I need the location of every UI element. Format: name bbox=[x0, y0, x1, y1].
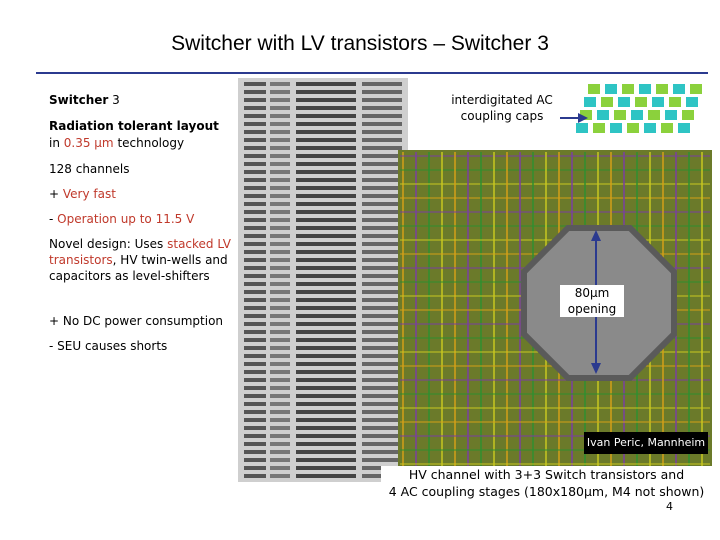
fast-line: + Very fast bbox=[49, 187, 116, 201]
capacitor-illustration bbox=[576, 80, 710, 140]
rad-tolerant-bold: Radiation tolerant layout bbox=[49, 119, 219, 133]
no-dc-line: + No DC power consumption bbox=[49, 314, 224, 328]
novel-design-text: Novel design: Uses stacked LV transistors, HV twin-wells and capacitors as level-shifters bbox=[49, 237, 231, 283]
caps-label: interdigitated AC coupling caps bbox=[446, 92, 558, 124]
credit-label: Ivan Peric, Mannheim bbox=[584, 432, 708, 454]
title-underline bbox=[36, 72, 708, 74]
figure-caption: HV channel with 3+3 Switch transistors and 4 AC coupling stages (180x180μm, M4 not shown) bbox=[381, 466, 712, 500]
technology-line: in 0.35 μm technology bbox=[49, 136, 185, 150]
page-number: 4 bbox=[666, 500, 673, 513]
slide-title: Switcher with LV transistors – Switcher 3 bbox=[171, 32, 549, 55]
channels-line: 128 channels bbox=[49, 162, 130, 176]
chip-layout-image bbox=[238, 78, 712, 482]
seu-line: - SEU causes shorts bbox=[49, 339, 168, 353]
opening-label: 80μm opening bbox=[560, 285, 624, 317]
switcher-heading: Switcher 3 bbox=[49, 93, 120, 107]
operation-line: - Operation up to 11.5 V bbox=[49, 212, 195, 226]
